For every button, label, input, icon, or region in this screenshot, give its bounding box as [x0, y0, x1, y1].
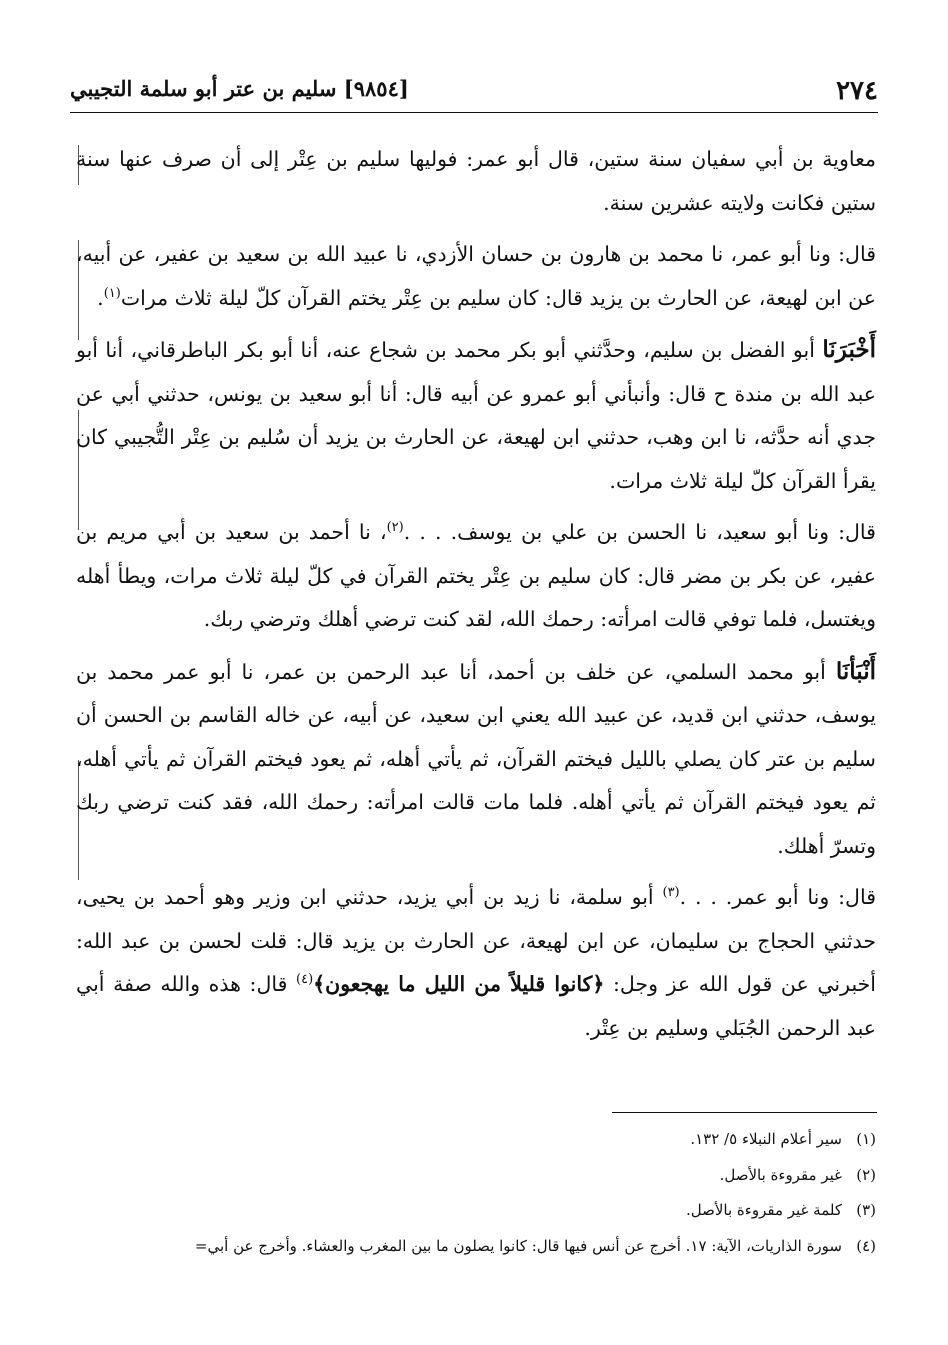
footnote-number: (٣) [856, 1201, 876, 1219]
footnote-text: غير مقروءة بالأصل. [719, 1165, 842, 1184]
footnote [80, 1229, 876, 1265]
main-text [76, 138, 876, 1058]
page-number: ٢٧٤ [836, 76, 878, 106]
paragraph [76, 233, 876, 320]
paragraph [76, 511, 876, 642]
paragraph-text-end: . [97, 285, 104, 310]
footnote [80, 1158, 876, 1194]
isnad-lead-word: أَنْبَأنَا [835, 657, 876, 685]
footnote-text: سير أعلام النبلاء ٥/ ١٣٢. [690, 1130, 842, 1148]
footnote [80, 1122, 876, 1158]
paragraph-text-cont: ، نا أحمد بن سعيد بن أبي مريم بن عفير، عن بكر بن مضر قال: كان سليم بن عِتْر يختم القرآن في كلّ ليلة ثلاث مرات، ويطأ أهله ويغتسل، فلما توفي قالت امرأته: رحمك الله، لقد كنت ترضي أهلك وترضي ربك. [76, 520, 876, 631]
footnote-number: (٤) [856, 1236, 876, 1255]
footnote [80, 1193, 876, 1229]
page-header [70, 70, 878, 110]
paragraph [76, 138, 876, 225]
footnote-reference[interactable]: (٢) [386, 520, 404, 536]
footnote-rule [612, 1112, 877, 1113]
isnad-lead-word: أَخْبَرَنَا [822, 336, 876, 363]
footnote-text: كلمة غير مقروءة بالأصل. [686, 1201, 842, 1219]
paragraph [76, 876, 876, 1050]
paragraph-text: قال: ونا أبو عمر، نا محمد بن هارون بن حسان الأزدي، نا عبيد الله بن سعيد بن عفير، عن أبيه، عن ابن لهيعة، عن الحارث بن يزيد قال: كان سليم بن عِتْر يختم القرآن كلّ ليلة ثلاث مرات [76, 242, 876, 310]
header-rule [70, 112, 878, 113]
paragraph-text: أبو الفضل بن سليم، وحدَّثني أبو بكر محمد بن شجاع عنه، أنا أبو بكر الباطرقاني، أنا أبو عبد الله بن مندة ح قال: وأنبأني أبو عمرو عن أبيه قال: أنا أبو سعيد بن يونس، حدثني أبي عن جدي أنه حدَّثه، نا ابن وهب، حدثني ابن لهيعة، عن الحارث بن يزيد أن سُليم بن عِتْر التُّجيبي كان يقرأ القرآن كلّ ليلة ثلاث مرات. [76, 338, 876, 493]
paragraph-text-end: قال: هذه والله صفة أبي عبد الرحمن الجُبَلي وسليم بن عِتْر. [76, 972, 876, 1040]
paragraph-text: أبو محمد السلمي، عن خلف بن أحمد، أنا عبد الرحمن بن عمر، نا أبو عمر محمد بن يوسف، حدثني ابن قديد، عن عبيد الله يعني ابن سعيد، عن أبيه، عن خاله القاسم بن الحسن أن سليم بن عتر كان يصلي بالليل فيختم القرآن، ثم يأتي أهله، ثم يعود فيختم القرآن ثم يأتي أهله، ثم يعود فيختم القرآن ثم يأتي أهله. فلما مات قالت امرأته: رحمك الله، فقد كنت ترضي ربك وتسرّ أهلك. [76, 659, 876, 858]
footnotes [80, 1122, 876, 1264]
quran-verse: ﴿كانوا قليلاً من الليل ما يهجعون﴾ [313, 972, 605, 996]
footnote-number: (١) [856, 1130, 876, 1148]
paragraph-text: معاوية بن أبي سفيان سنة ستين، قال أبو عمر: فوليها سليم بن عِتْر إلى أن صرف عنها سنة ستين فكانت ولايته عشرين سنة. [76, 147, 876, 215]
footnote-reference[interactable]: (٤) [296, 972, 314, 988]
paragraph-text-cont: أبو سلمة، نا زيد بن أبي يزيد، حدثني ابن وزير وهو أحمد بن يحيى، حدثني الحجاج بن سليمان، عن ابن لهيعة، عن الحارث بن يزيد قال: قلت لحسن بن عبد الله: أخبرني عن قول الله عز وجل: [76, 885, 876, 996]
running-title: [٩٨٥٤] سليم بن عتر أبو سلمة التجيبي [70, 76, 409, 101]
footnote-reference[interactable]: (١) [103, 285, 121, 301]
paragraph-text: قال: ونا أبو عمر. . . . [679, 885, 877, 909]
paragraph [76, 328, 876, 503]
paragraph-text: قال: ونا أبو سعيد، نا الحسن بن علي بن يوسف. . . . [403, 520, 876, 544]
footnote-number: (٢) [856, 1165, 876, 1184]
footnote-reference[interactable]: (٣) [662, 885, 680, 901]
paragraph [76, 650, 876, 869]
footnote-text: سورة الذاريات، الآية: ١٧. أخرج عن أنس فيها قال: كانوا يصلون ما بين المغرب والعشاء. وأخرج عن أبي= [194, 1236, 842, 1255]
